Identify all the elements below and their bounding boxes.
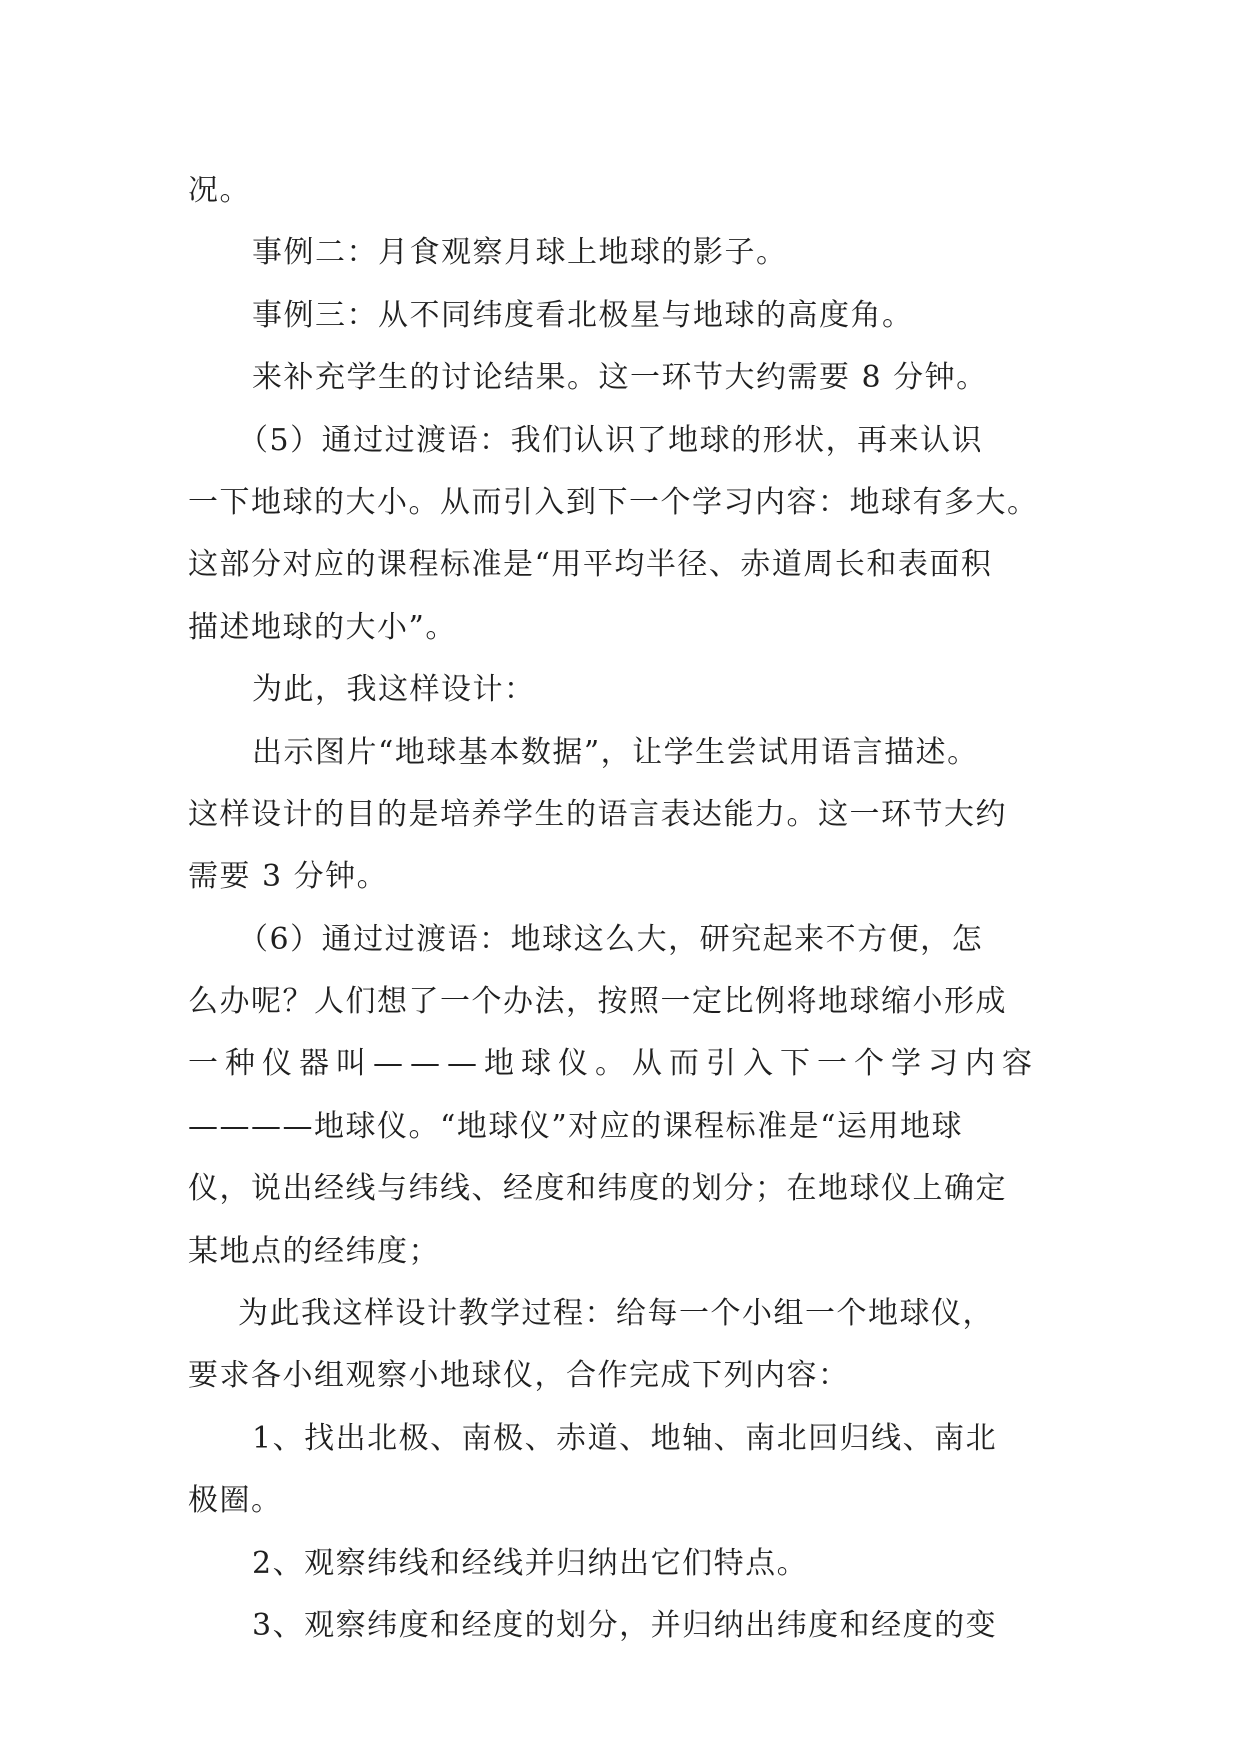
- paragraph-line: 某地点的经纬度；: [188, 1233, 440, 1269]
- paragraph-line: 仪，说出经线与纬线、经度和纬度的划分；在地球仪上确定: [188, 1171, 1007, 1207]
- paragraph-line: 一种仪器叫———地球仪。从而引入下一个学习内容: [188, 1046, 1039, 1082]
- paragraph-line: 这样设计的目的是培养学生的语言表达能力。这一环节大约: [188, 796, 1007, 832]
- paragraph-line: 要求各小组观察小地球仪，合作完成下列内容：: [188, 1358, 850, 1394]
- paragraph-line: 一下地球的大小。从而引入到下一个学习内容：地球有多大。: [188, 484, 1039, 520]
- paragraph-line: 2、观察纬线和经线并归纳出它们特点。: [252, 1545, 809, 1581]
- paragraph-line: ————地球仪。“地球仪”对应的课程标准是“运用地球: [188, 1108, 964, 1144]
- paragraph-line: 这部分对应的课程标准是“用平均半径、赤道周长和表面积: [188, 547, 993, 583]
- paragraph-line: （5）通过过渡语：我们认识了地球的形状，再来认识: [238, 422, 984, 458]
- document-body: [188, 160, 1058, 1657]
- paragraph-line: 为此我这样设计教学过程：给每一个小组一个地球仪，: [238, 1296, 994, 1332]
- paragraph-line: 1、找出北极、南极、赤道、地轴、南北回归线、南北: [252, 1420, 998, 1456]
- paragraph-line: 事例三：从不同纬度看北极星与地球的高度角。: [252, 297, 914, 333]
- paragraph-line: 事例二：月食观察月球上地球的影子。: [252, 235, 788, 271]
- paragraph-line: 需要 3 分钟。: [188, 859, 389, 895]
- paragraph-line: （6）通过过渡语：地球这么大，研究起来不方便，怎: [238, 921, 984, 957]
- paragraph-line: 描述地球的大小”。: [188, 609, 457, 645]
- paragraph-line: 极圈。: [188, 1483, 283, 1519]
- paragraph-line: 3、观察纬度和经度的划分，并归纳出纬度和经度的变: [252, 1607, 998, 1643]
- paragraph-line: 来补充学生的讨论结果。这一环节大约需要 8 分钟。: [252, 360, 988, 396]
- paragraph-line: 况。: [188, 173, 251, 208]
- paragraph-line: 出示图片“地球基本数据”，让学生尝试用语言描述。: [252, 734, 979, 770]
- paragraph-line: 为此，我这样设计：: [252, 672, 536, 708]
- paragraph-line: 么办呢？人们想了一个办法，按照一定比例将地球缩小形成: [188, 984, 1007, 1020]
